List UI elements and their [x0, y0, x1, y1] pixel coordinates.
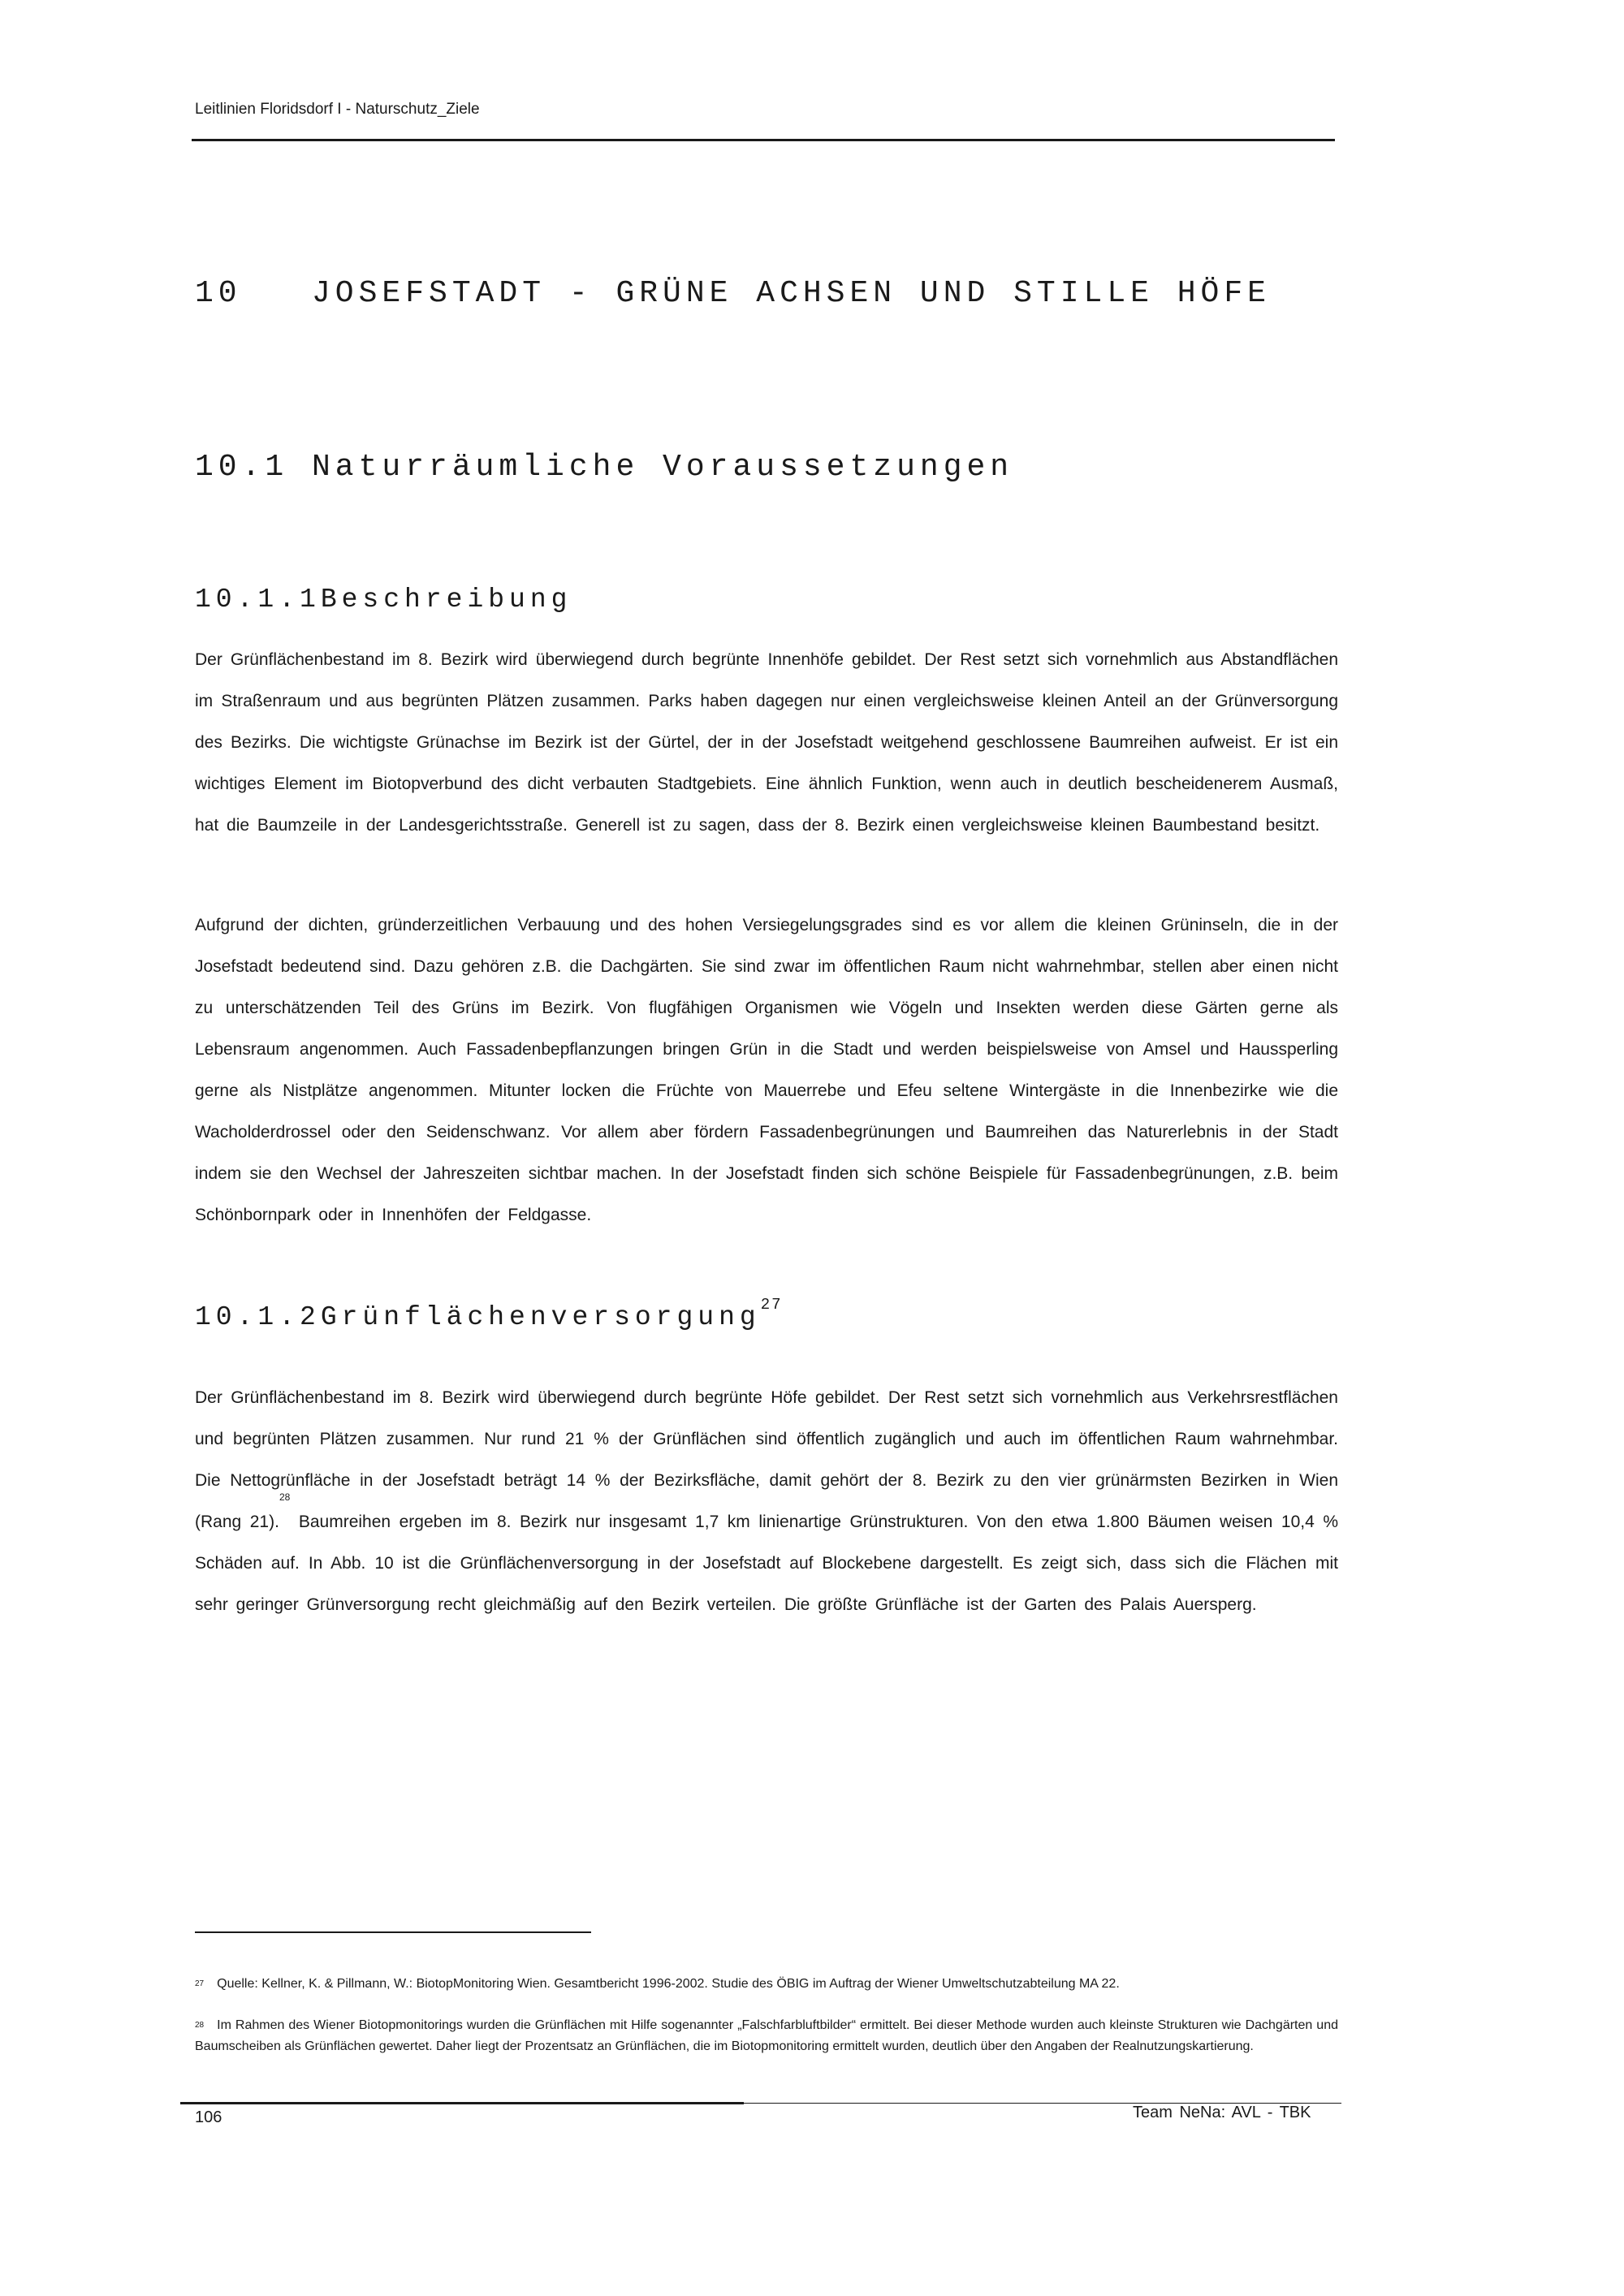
page-number: 106 [195, 2108, 222, 2126]
subsection-heading-gruenflaechenversorgung [195, 1296, 783, 1332]
section-title: Naturräumliche Voraussetzungen [312, 450, 1014, 485]
footnote [195, 1974, 1338, 1995]
footnote-text: Im Rahmen des Wiener Biotopmonitorings wurden die Grünflächen mit Hilfe sogenannter „Falschfarbluftbilder“ ermittelt. Bei dieser Methode wurden auch kleinste Strukturen wie Dachgärten und Baumscheiben als Grünflächen gewertet. Daher liegt der Prozentsatz an Grünflächen, die im Biotopmonitoring ermittelt wurden, deutlich über den Angaben der Realnutzungskartierung. [195, 2018, 1338, 2053]
subsection-title: 10.1.2Grünflächenversorgung [195, 1302, 761, 1332]
body-paragraph: Der Grünflächenbestand im 8. Bezirk wird überwiegend durch begrünte Innenhöfe gebildet. Der Rest setzt sich vornehmlich aus Abstandflächen im Straßenraum und aus begrünten Plätzen zusammen. Parks haben dagegen nur einen vergleichsweise kleinen Anteil an der Grünversorgung des Bezirks. Die wichtigste Grünachse im Bezirk ist der Gürtel, der in der Josefstadt weitgehend geschlossene Baumreihen aufweist. Er ist ein wichtiges Element im Biotopverbund des dicht verbauten Stadtgebiets. Eine ähnlich Funktion, wenn auch in deutlich bescheidenerem Ausmaß, hat die Baumzeile in der Landesgerichtsstraße. Generell ist zu sagen, dass der 8. Bezirk einen vergleichsweise kleinen Baumbestand besitzt. [195, 650, 1338, 835]
footnote-mark: 27 [195, 1979, 205, 1988]
body-paragraph: Aufgrund der dichten, gründerzeitlichen Verbauung und des hohen Versiegelungsgrades sind es vor allem die kleinen Grüninseln, die in der Josefstadt bedeutend sind. Dazu gehören z.B. die Dachgärten. Sie sind zwar im öffentlichen Raum nicht wahrnehmbar, stellen aber einen nicht zu unterschätzenden Teil des Grüns im Bezirk. Von flugfähigen Organismen wie Vögeln und Insekten werden diese Gärten gerne als Lebensraum angenommen. Auch Fassadenbepflanzungen bringen Grün in die Stadt und werden beispielsweise von Amsel und Haussperling gerne als Nistplätze angenommen. Mitunter locken die Früchte von Mauerrebe und Efeu seltene Wintergäste in die Innenbezirke wie die Wacholderdrossel oder den Seidenschwanz. Vor allem aber fördern Fassadenbegrünungen und Baumreihen das Naturerlebnis in der Stadt indem sie den Wechsel der Jahreszeiten sichtbar machen. In der Josefstadt finden sich schöne Beispiele für Fassadenbegrünungen, z.B. beim Schönbornpark oder in Innenhöfen der Feldgasse. [195, 916, 1338, 1224]
paragraph-text: Der Grünflächenbestand im 8. Bezirk wird überwiegend durch begrünte Höfe gebildet. Der Rest setzt sich vornehmlich aus Verkehrsrestflächen und begrünten Plätzen zusammen. Nur rund 21 % der Grünflächen sind öffentlich zugänglich und auch im öffentlichen Raum wahrnehmbar. Die Nettogrünfläche in der Josefstadt beträgt 14 % der Bezirksfläche, damit gehört der 8. Bezirk zu den vier grünärmsten Bezirken in Wien (Rang 21). [195, 1388, 1338, 1531]
running-header: Leitlinien Floridsdorf I - Naturschutz_Ziele [195, 101, 480, 118]
footer-rule [180, 2102, 744, 2104]
body-paragraph [195, 1377, 1338, 1625]
subsection-heading-beschreibung [195, 585, 572, 615]
subsection-title: 10.1.1Beschreibung [195, 585, 572, 615]
footer-team: Team NeNa: AVL - TBK [1133, 2104, 1311, 2121]
header-rule [192, 139, 1335, 141]
section-heading [195, 450, 1013, 485]
footnote-reference: 27 [760, 1296, 783, 1314]
footnote-reference: 28 [279, 1491, 291, 1503]
chapter-title: JOSEFSTADT - GRÜNE ACHSEN UND STILLE HÖFE [312, 276, 1271, 311]
paragraph-text: Baumreihen ergeben im 8. Bezirk nur insgesamt 1,7 km linienartige Grünstrukturen. Von den etwa 1.800 Bäumen weisen 10,4 % Schäden auf. In Abb. 10 ist die Grünflächenversorgung in der Josefstadt auf Blockebene dargestellt. Es zeigt sich, dass sich die Flächen mit sehr geringer Grünversorgung recht gleichmäßig auf den Bezirk verteilen. Die größte Grünfläche ist der Garten des Palais Auersperg. [195, 1513, 1338, 1614]
footnote-text: Quelle: Kellner, K. & Pillmann, W.: BiotopMonitoring Wien. Gesamtbericht 1996-2002. Studie des ÖBIG im Auftrag der Wiener Umweltschutzabteilung MA 22. [217, 1977, 1120, 1991]
chapter-number: 10 [195, 276, 242, 311]
chapter-heading [195, 276, 1271, 311]
footnote-mark: 28 [195, 2021, 205, 2030]
footnote-separator [195, 1931, 591, 1933]
section-number: 10.1 [195, 450, 289, 485]
footnote [195, 2015, 1338, 2057]
